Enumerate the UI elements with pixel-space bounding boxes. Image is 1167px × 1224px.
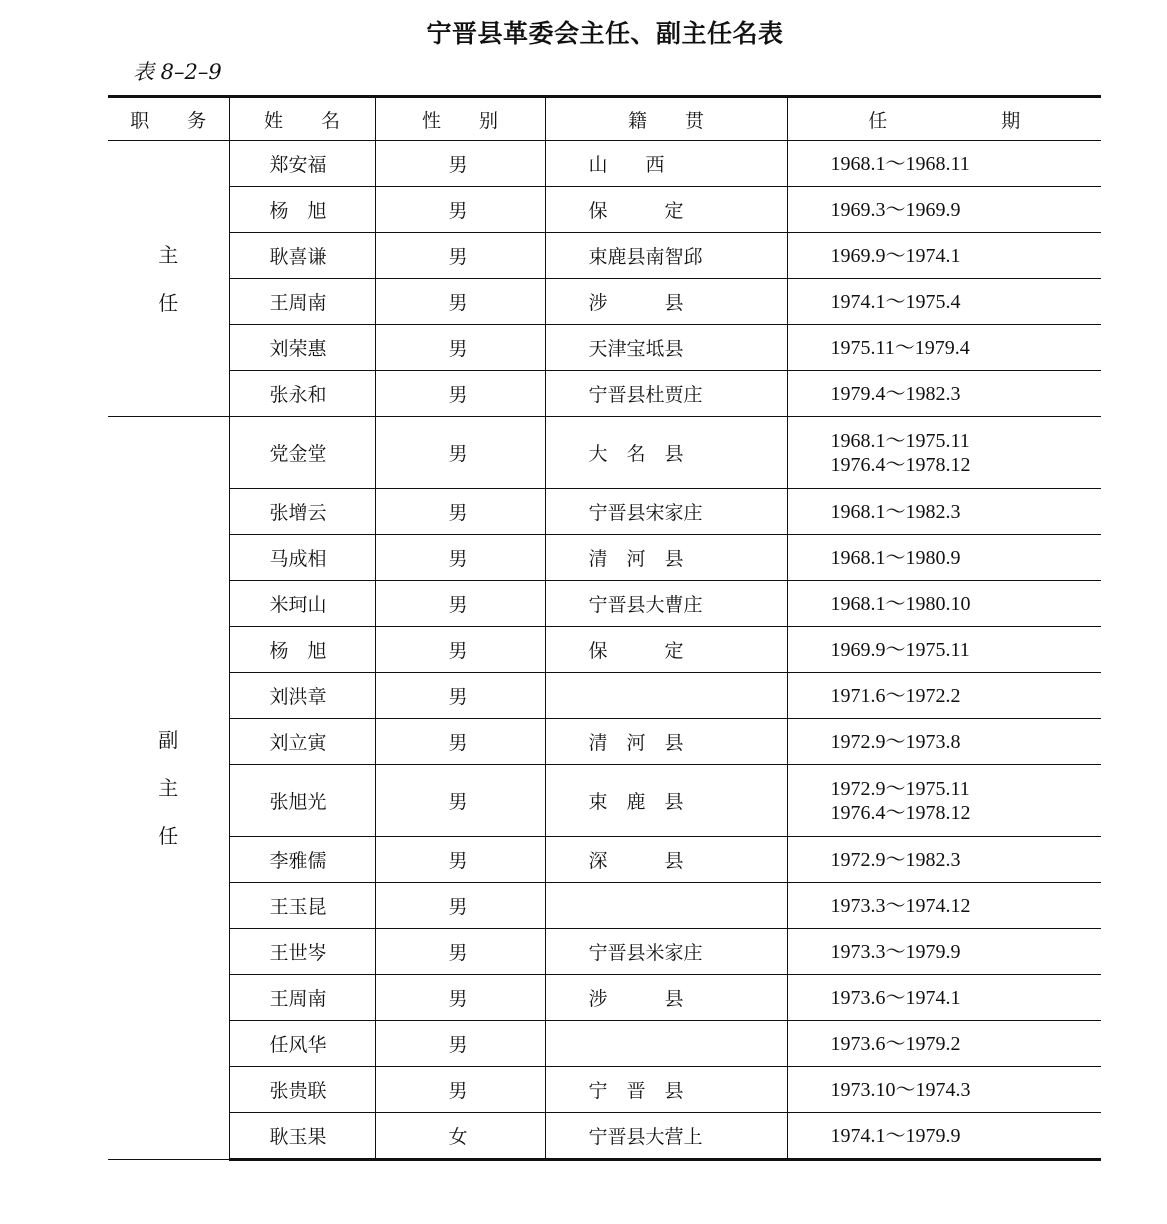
origin-cell: 宁晋县米家庄	[545, 929, 787, 975]
table-row	[108, 1021, 1101, 1067]
sex-cell: 男	[375, 1021, 545, 1067]
sex-cell: 男	[375, 371, 545, 417]
term-cell	[787, 719, 1101, 765]
term-cell	[787, 1021, 1101, 1067]
table-row	[108, 581, 1101, 627]
term-period: 1975.11～1979.4	[830, 336, 970, 359]
name-cell: 杨 旭	[229, 627, 375, 673]
sex-cell: 男	[375, 673, 545, 719]
sex-cell: 男	[375, 581, 545, 627]
origin-cell: 涉 县	[545, 975, 787, 1021]
term-period: 1973.6～1979.2	[830, 1032, 961, 1055]
origin-cell: 宁晋县宋家庄	[545, 489, 787, 535]
term-period: 1968.1～1980.10	[830, 592, 971, 615]
term-cell	[787, 1113, 1101, 1160]
term-cell	[787, 141, 1101, 187]
name-cell: 张增云	[229, 489, 375, 535]
name-cell: 任风华	[229, 1021, 375, 1067]
name-cell: 张永和	[229, 371, 375, 417]
term-period: 1968.1～1980.9	[830, 546, 961, 569]
term-cell	[787, 673, 1101, 719]
term-period: 1976.4～1978.12	[830, 453, 971, 476]
term-cell	[787, 581, 1101, 627]
table-row	[108, 719, 1101, 765]
term-period: 1972.9～1975.11	[830, 777, 970, 800]
term-period: 1976.4～1978.12	[830, 801, 971, 824]
sex-cell: 男	[375, 535, 545, 581]
table-row	[108, 371, 1101, 417]
table-row	[108, 929, 1101, 975]
term-cell	[787, 187, 1101, 233]
table-row	[108, 1113, 1101, 1160]
sex-cell: 男	[375, 975, 545, 1021]
term-period: 1973.6～1974.1	[830, 986, 961, 1009]
sex-cell: 女	[375, 1113, 545, 1160]
origin-cell	[545, 883, 787, 929]
origin-cell: 山 西	[545, 141, 787, 187]
table-row	[108, 233, 1101, 279]
term-cell	[787, 627, 1101, 673]
sex-cell: 男	[375, 141, 545, 187]
deputy-group	[108, 417, 1101, 1160]
sex-cell: 男	[375, 233, 545, 279]
name-cell: 王世岑	[229, 929, 375, 975]
name-cell: 杨 旭	[229, 187, 375, 233]
term-cell	[787, 1067, 1101, 1113]
name-cell: 王周南	[229, 975, 375, 1021]
origin-cell: 大 名 县	[545, 417, 787, 489]
term-cell	[787, 325, 1101, 371]
name-cell: 耿喜谦	[229, 233, 375, 279]
origin-cell: 保 定	[545, 187, 787, 233]
header-origin: 籍 贯	[545, 97, 787, 141]
table-row	[108, 883, 1101, 929]
name-cell: 张贵联	[229, 1067, 375, 1113]
origin-cell: 深 县	[545, 837, 787, 883]
table-row	[108, 279, 1101, 325]
term-period: 1973.3～1979.9	[830, 940, 961, 963]
term-period: 1969.9～1975.11	[830, 638, 970, 661]
header-name: 姓 名	[229, 97, 375, 141]
term-period: 1973.10～1974.3	[830, 1078, 971, 1101]
name-cell: 米珂山	[229, 581, 375, 627]
header-term: 任 期	[787, 97, 1101, 141]
name-cell: 刘立寅	[229, 719, 375, 765]
term-cell	[787, 837, 1101, 883]
sex-cell: 男	[375, 1067, 545, 1113]
table-row	[108, 325, 1101, 371]
term-cell	[787, 883, 1101, 929]
name-cell: 李雅儒	[229, 837, 375, 883]
term-period: 1979.4～1982.3	[830, 382, 961, 405]
origin-cell: 宁晋县杜贾庄	[545, 371, 787, 417]
sex-cell: 男	[375, 837, 545, 883]
origin-cell: 宁晋县大营上	[545, 1113, 787, 1160]
table-row	[108, 673, 1101, 719]
term-period: 1974.1～1975.4	[830, 290, 961, 313]
term-period: 1973.3～1974.12	[830, 894, 971, 917]
name-cell: 刘荣惠	[229, 325, 375, 371]
name-cell: 党金堂	[229, 417, 375, 489]
name-cell: 马成相	[229, 535, 375, 581]
name-cell: 耿玉果	[229, 1113, 375, 1160]
sex-cell: 男	[375, 719, 545, 765]
origin-cell: 涉 县	[545, 279, 787, 325]
table-row	[108, 765, 1101, 837]
sex-cell: 男	[375, 417, 545, 489]
sex-cell: 男	[375, 627, 545, 673]
term-cell	[787, 279, 1101, 325]
origin-cell: 束鹿县南智邱	[545, 233, 787, 279]
term-cell	[787, 233, 1101, 279]
term-period: 1969.9～1974.1	[830, 244, 961, 267]
group-label-cell	[108, 141, 229, 417]
origin-cell: 宁 晋 县	[545, 1067, 787, 1113]
term-period: 1969.3～1969.9	[830, 198, 961, 221]
term-cell	[787, 489, 1101, 535]
name-cell: 刘洪章	[229, 673, 375, 719]
term-cell	[787, 765, 1101, 837]
term-period: 1972.9～1973.8	[830, 730, 961, 753]
header-role: 职 务	[108, 97, 229, 141]
term-period: 1971.6～1972.2	[830, 684, 961, 707]
name-cell: 张旭光	[229, 765, 375, 837]
sex-cell: 男	[375, 765, 545, 837]
origin-cell: 清 河 县	[545, 535, 787, 581]
table-row	[108, 627, 1101, 673]
name-cell: 王玉昆	[229, 883, 375, 929]
term-period: 1968.1～1968.11	[830, 152, 970, 175]
term-period: 1972.9～1982.3	[830, 848, 961, 871]
sex-cell: 男	[375, 929, 545, 975]
sex-cell: 男	[375, 279, 545, 325]
table-row	[108, 417, 1101, 489]
table-row	[108, 535, 1101, 581]
header-sex: 性 别	[375, 97, 545, 141]
table-row	[108, 489, 1101, 535]
origin-cell	[545, 1021, 787, 1067]
name-cell: 王周南	[229, 279, 375, 325]
director-group	[108, 141, 1101, 417]
officials-table	[108, 95, 1101, 1161]
table-row	[108, 837, 1101, 883]
group-label-cell	[108, 417, 229, 1160]
term-cell	[787, 929, 1101, 975]
group-label-director: 主 任	[158, 242, 179, 315]
group-label-deputy: 副 主 任	[158, 728, 179, 848]
table-row	[108, 1067, 1101, 1113]
sex-cell: 男	[375, 187, 545, 233]
origin-cell: 宁晋县大曹庄	[545, 581, 787, 627]
origin-cell	[545, 673, 787, 719]
table-header-row	[108, 97, 1101, 141]
term-cell	[787, 371, 1101, 417]
term-period: 1974.1～1979.9	[830, 1124, 961, 1147]
sex-cell: 男	[375, 325, 545, 371]
origin-cell: 清 河 县	[545, 719, 787, 765]
origin-cell: 保 定	[545, 627, 787, 673]
term-period: 1968.1～1975.11	[830, 429, 970, 452]
table-row	[108, 975, 1101, 1021]
table-number: 表 8–2–9	[133, 60, 222, 84]
page-title: 宁晋县革委会主任、副主任名表	[426, 19, 784, 48]
origin-cell: 天津宝坻县	[545, 325, 787, 371]
term-cell	[787, 417, 1101, 489]
origin-cell: 束 鹿 县	[545, 765, 787, 837]
term-cell	[787, 975, 1101, 1021]
term-cell	[787, 535, 1101, 581]
table-row	[108, 141, 1101, 187]
term-period: 1968.1～1982.3	[830, 500, 961, 523]
name-cell: 郑安福	[229, 141, 375, 187]
sex-cell: 男	[375, 883, 545, 929]
table-row	[108, 187, 1101, 233]
sex-cell: 男	[375, 489, 545, 535]
